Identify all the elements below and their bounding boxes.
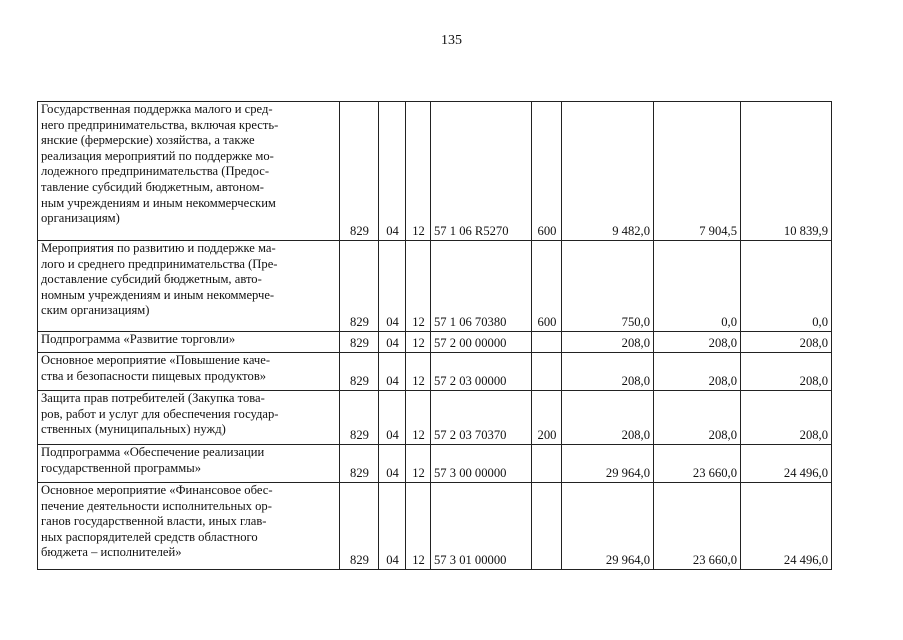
row-subsection: 12 (406, 391, 431, 445)
row-amount-year2: 23 660,0 (654, 445, 741, 483)
row-expense-type (532, 445, 562, 483)
row-code: 829 (340, 353, 379, 391)
row-section: 04 (379, 353, 406, 391)
row-amount-year3: 0,0 (741, 241, 832, 332)
row-amount-year3: 24 496,0 (741, 445, 832, 483)
table-row (38, 241, 832, 332)
row-amount-year2: 0,0 (654, 241, 741, 332)
row-subsection: 12 (406, 353, 431, 391)
row-amount-year2: 23 660,0 (654, 483, 741, 570)
row-amount-year2: 208,0 (654, 391, 741, 445)
row-amount-year3: 10 839,9 (741, 102, 832, 241)
row-amount-year1: 750,0 (562, 241, 654, 332)
row-target-article: 57 3 01 00000 (431, 483, 532, 570)
row-target-article: 57 2 03 70370 (431, 391, 532, 445)
table-row (38, 483, 832, 570)
row-amount-year2: 7 904,5 (654, 102, 741, 241)
row-section: 04 (379, 391, 406, 445)
row-amount-year1: 208,0 (562, 391, 654, 445)
row-amount-year2: 208,0 (654, 332, 741, 353)
row-code: 829 (340, 391, 379, 445)
row-expense-type: 200 (532, 391, 562, 445)
table-row (38, 391, 832, 445)
row-name: Государственная поддержка малого и сред- него предпринимательства, включая кресть- янские (фермерские) хозяйства, а также реализация мероприятий по поддержке мо- лодежного предпринимательства (Предос- тавление субсидий бюджетным, автоном- ным учреждениям и иным некоммерческим организациям) (38, 102, 340, 241)
row-amount-year1: 9 482,0 (562, 102, 654, 241)
row-code: 829 (340, 332, 379, 353)
table-row (38, 353, 832, 391)
row-target-article: 57 1 06 R5270 (431, 102, 532, 241)
row-amount-year1: 29 964,0 (562, 483, 654, 570)
row-target-article: 57 3 00 00000 (431, 445, 532, 483)
row-amount-year3: 208,0 (741, 391, 832, 445)
row-subsection: 12 (406, 102, 431, 241)
row-code: 829 (340, 483, 379, 570)
row-subsection: 12 (406, 241, 431, 332)
row-expense-type: 600 (532, 241, 562, 332)
page-number: 135 (441, 33, 462, 48)
row-code: 829 (340, 241, 379, 332)
row-subsection: 12 (406, 445, 431, 483)
row-section: 04 (379, 445, 406, 483)
row-amount-year1: 208,0 (562, 353, 654, 391)
table-row (38, 445, 832, 483)
row-name: Защита прав потребителей (Закупка това- ров, работ и услуг для обеспечения государ- ственных (муниципальных) нужд) (38, 391, 340, 445)
row-code: 829 (340, 445, 379, 483)
row-code: 829 (340, 102, 379, 241)
row-amount-year3: 208,0 (741, 353, 832, 391)
row-expense-type (532, 483, 562, 570)
row-amount-year3: 24 496,0 (741, 483, 832, 570)
row-expense-type: 600 (532, 102, 562, 241)
row-section: 04 (379, 332, 406, 353)
row-amount-year2: 208,0 (654, 353, 741, 391)
row-target-article: 57 2 00 00000 (431, 332, 532, 353)
table-row (38, 332, 832, 353)
row-name: Основное мероприятие «Повышение каче- ства и безопасности пищевых продуктов» (38, 353, 340, 391)
row-target-article: 57 1 06 70380 (431, 241, 532, 332)
row-subsection: 12 (406, 332, 431, 353)
row-name: Основное мероприятие «Финансовое обес- печение деятельности исполнительных ор- ганов государственной власти, иных глав- ных распорядителей средств областного бюджета – исполнителей» (38, 483, 340, 570)
row-amount-year3: 208,0 (741, 332, 832, 353)
row-section: 04 (379, 483, 406, 570)
row-name: Подпрограмма «Развитие торговли» (38, 332, 340, 353)
row-section: 04 (379, 102, 406, 241)
budget-table-body (38, 102, 832, 570)
row-expense-type (532, 332, 562, 353)
budget-table (37, 101, 832, 570)
row-subsection: 12 (406, 483, 431, 570)
row-amount-year1: 29 964,0 (562, 445, 654, 483)
row-amount-year1: 208,0 (562, 332, 654, 353)
row-section: 04 (379, 241, 406, 332)
row-name: Мероприятия по развитию и поддержке ма- лого и среднего предпринимательства (Пре- доставление субсидий бюджетным, авто- номным учреждениям и иным некоммерче- ским организациям) (38, 241, 340, 332)
row-name: Подпрограмма «Обеспечение реализации государственной программы» (38, 445, 340, 483)
table-row (38, 102, 832, 241)
row-expense-type (532, 353, 562, 391)
row-target-article: 57 2 03 00000 (431, 353, 532, 391)
